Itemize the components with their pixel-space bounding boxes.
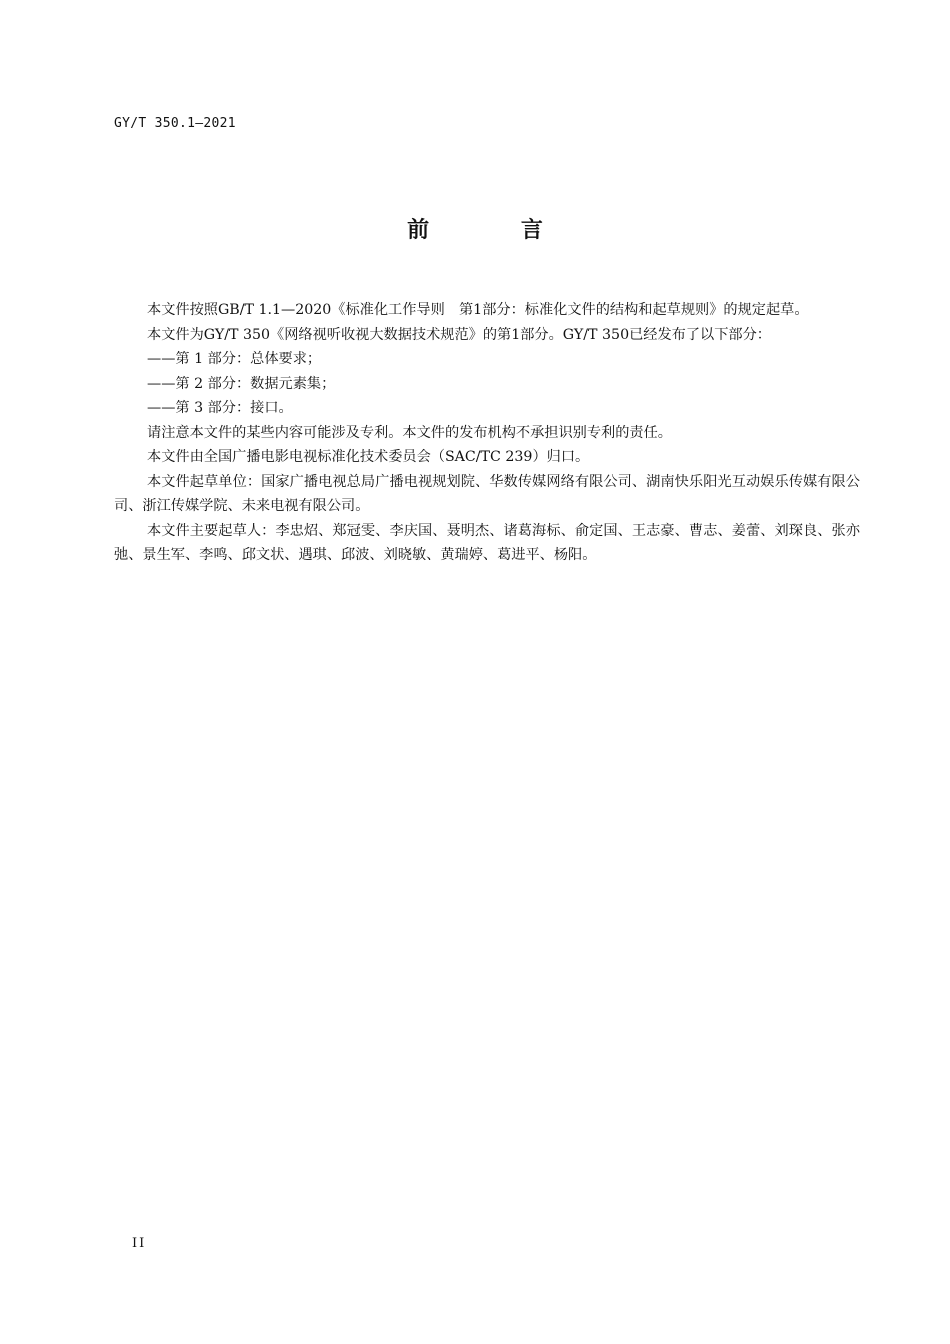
- paragraph-committee: 本文件由全国广播电影电视标准化技术委员会（SAC/TC 239）归口。: [147, 449, 590, 465]
- list-item-part-2: ——第 2 部分：数据元素集；: [147, 375, 336, 392]
- list-item-part-3: ——第 3 部分：接口。: [147, 400, 293, 416]
- paragraph-drafting-units: 本文件起草单位：国家广播电视总局广播电视规划院、华数传媒网络有限公司、湖南快乐阳光互动娱乐传媒有限公司、浙江传媒学院、未来电视有限公司。: [114, 473, 860, 514]
- document-code: GY/T 350.1—2021: [114, 116, 236, 131]
- foreword-body: [114, 298, 860, 568]
- page-number: II: [132, 1236, 147, 1251]
- page-title: 前 言: [407, 218, 585, 243]
- paragraph-patent-notice: 请注意本文件的某些内容可能涉及专利。本文件的发布机构不承担识别专利的责任。: [147, 424, 672, 441]
- list-item-part-1: ——第 1 部分：总体要求；: [147, 351, 322, 367]
- paragraph-series-intro: 本文件为GY/T 350《网络视听收视大数据技术规范》的第1部分。GY/T 350已经发布了以下部分：: [147, 326, 771, 343]
- paragraph-drafters: 本文件主要起草人：李忠炤、郑冠雯、李庆国、聂明杰、诸葛海标、俞定国、王志豪、曹志、姜蕾、刘琛良、张亦弛、景生军、李鸣、邱文状、遇琪、邱波、刘晓敏、黄瑞婷、葛进平、杨阳。: [114, 522, 860, 563]
- paragraph-drafting-rules: 本文件按照GB/T 1.1—2020《标准化工作导则 第1部分：标准化文件的结构和起草规则》的规定起草。: [147, 302, 809, 318]
